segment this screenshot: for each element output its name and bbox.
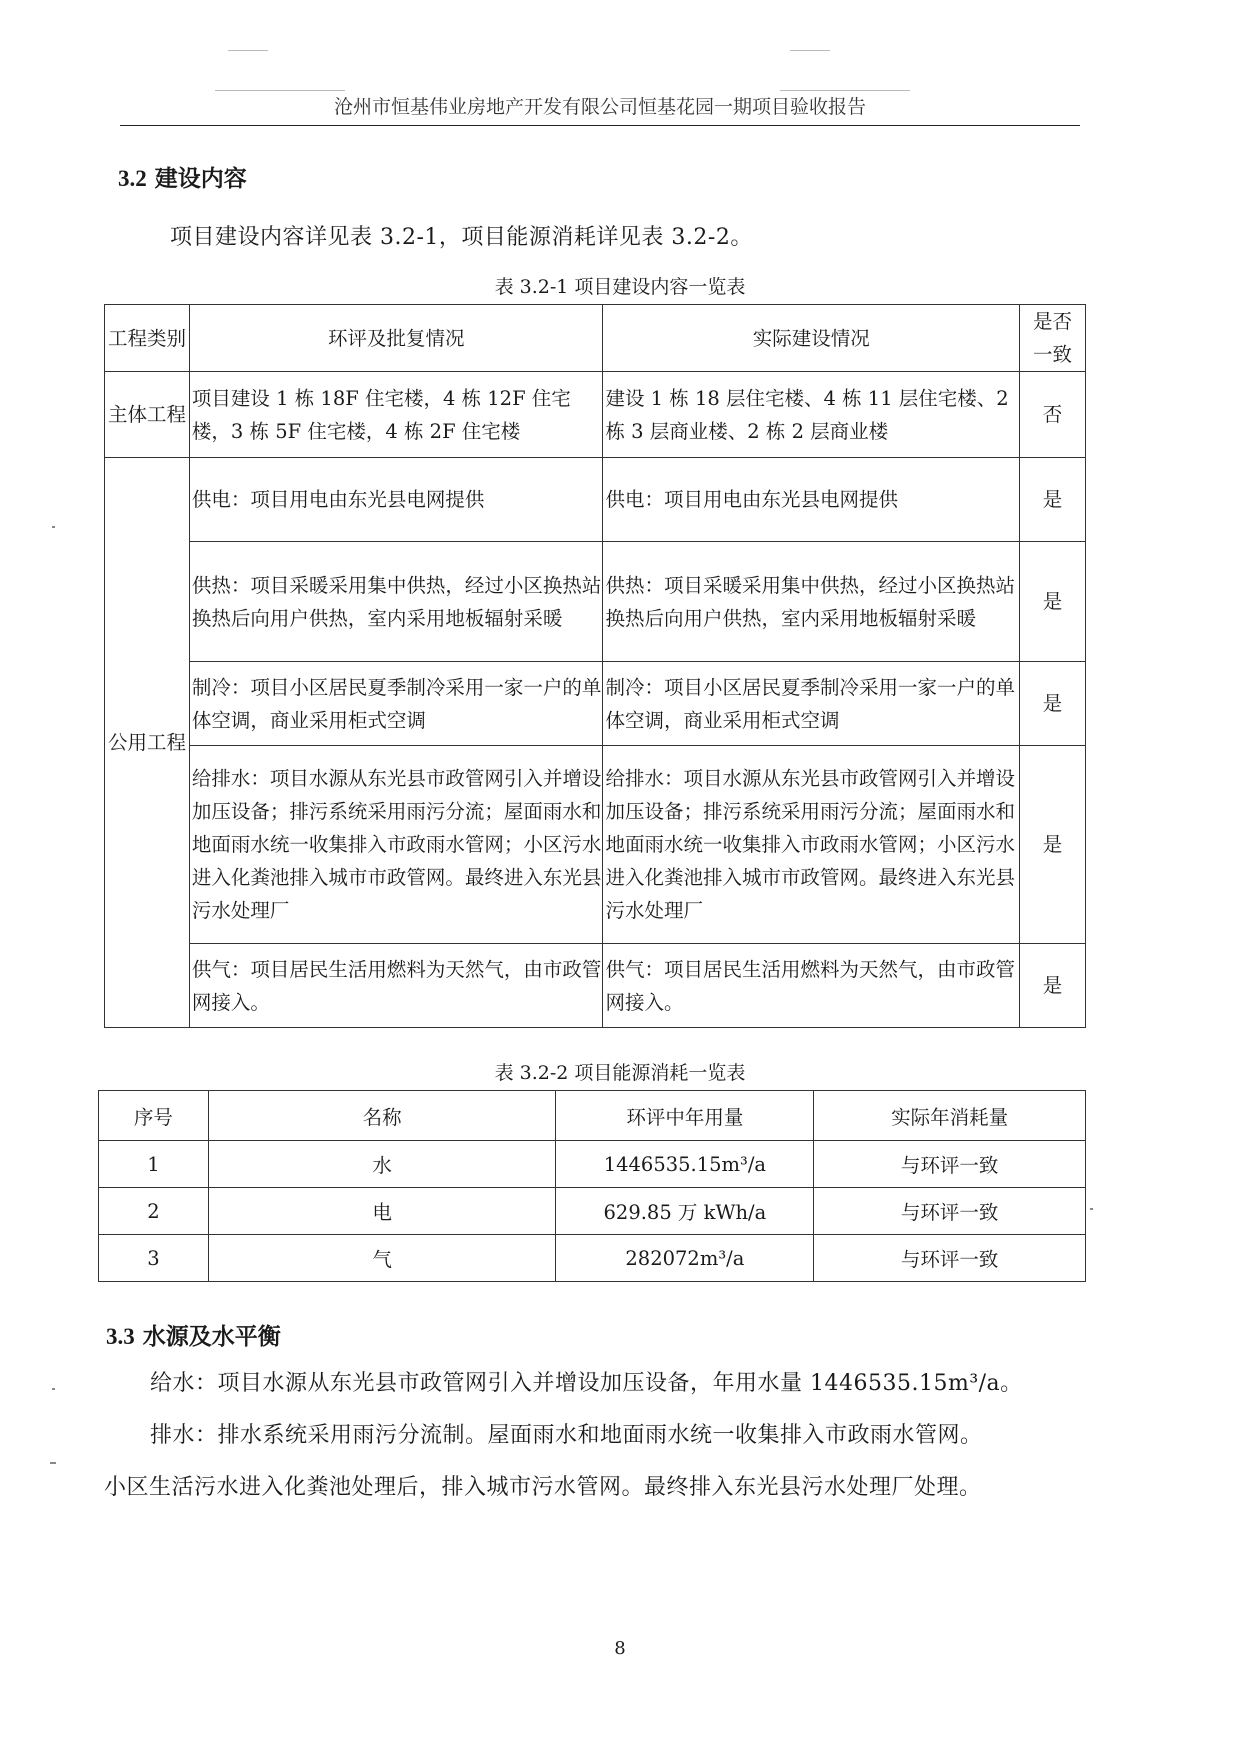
consistent-cell: 否 [1020,372,1086,458]
actual-cell: 供热：项目采暖采用集中供热，经过小区换热站换热后向用户供热，室内采用地板辐射采暖 [603,542,1020,662]
consistent-cell: 是 [1020,542,1086,662]
water-supply-paragraph: 给水：项目水源从东光县市政管网引入并增设加压设备，年用水量 1446535.15m³/a。 [150,1371,1023,1396]
approved-cell: 供气：项目居民生活用燃料为天然气，由市政管网接入。 [189,944,603,1028]
actual-cell: 建设 1 栋 18 层住宅楼、4 栋 11 层住宅楼、2 栋 3 层商业楼、2 栋 2 层商业楼 [603,372,1020,458]
header-actual: 实际年消耗量 [814,1091,1086,1141]
approved-cell: 供热：项目采暖采用集中供热，经过小区换热站换热后向用户供热，室内采用地板辐射采暖 [189,542,603,662]
no-cell: 1 [99,1141,209,1188]
approved-cell: 制冷：项目小区居民夏季制冷采用一家一户的单体空调，商业采用柜式空调 [189,662,603,746]
header-consistent: 是否一致 [1020,305,1086,372]
scan-mark [228,50,268,51]
construction-content-table [104,304,1086,1028]
no-cell: 3 [99,1235,209,1282]
table1-caption: 表 3.2-1 项目建设内容一览表 [494,276,746,298]
actual-cell: 制冷：项目小区居民夏季制冷采用一家一户的单体空调，商业采用柜式空调 [603,662,1020,746]
actual-cell: 与环评一致 [814,1188,1086,1235]
table-header-row [105,305,1086,372]
table-row [105,458,1086,542]
section-title: 建设内容 [154,165,247,192]
energy-consumption-table [98,1090,1086,1282]
approved-cell: 供电：项目用电由东光县电网提供 [189,458,603,542]
section-heading-3-2 [118,160,247,193]
table-header-row [99,1091,1086,1141]
page-header: 沧州市恒基伟业房地产开发有限公司恒基花园一期项目验收报告 [120,92,1080,126]
header-category: 工程类别 [105,305,190,372]
intro-paragraph: 项目建设内容详见表 3.2-1，项目能源消耗详见表 3.2-2。 [170,225,753,250]
actual-cell: 与环评一致 [814,1235,1086,1282]
approved-cell: 项目建设 1 栋 18F 住宅楼，4 栋 12F 住宅楼，3 栋 5F 住宅楼，4 栋 2F 住宅楼 [189,372,603,458]
actual-cell: 供电：项目用电由东光县电网提供 [603,458,1020,542]
actual-cell: 供气：项目居民生活用燃料为天然气，由市政管网接入。 [603,944,1020,1028]
approved-cell: 给排水：项目水源从东光县市政管网引入并增设加压设备；排污系统采用雨污分流；屋面雨水和地面雨水统一收集排入市政雨水管网；小区污水进入化粪池排入城市市政管网。最终进入东光县污水处理厂 [189,746,603,944]
drainage-paragraph-line2: 小区生活污水进入化粪池处理后，排入城市污水管网。最终排入东光县污水处理厂处理。 [104,1475,982,1500]
name-cell: 水 [208,1141,556,1188]
section-number: 3.2 [118,166,147,191]
name-cell: 电 [208,1188,556,1235]
scan-mark [790,50,830,51]
actual-cell: 与环评一致 [814,1141,1086,1188]
page-number: 8 [614,1638,626,1659]
section-number: 3.3 [106,1324,135,1349]
table-row [105,944,1086,1028]
section-heading-3-3 [106,1318,281,1351]
header-no: 序号 [99,1091,209,1141]
scan-speck [50,1462,56,1464]
no-cell: 2 [99,1188,209,1235]
consistent-cell: 是 [1020,944,1086,1028]
consistent-cell: 是 [1020,746,1086,944]
section-title: 水源及水平衡 [142,1323,281,1350]
table-row [105,372,1086,458]
category-cell: 主体工程 [105,372,190,458]
consistent-cell: 是 [1020,662,1086,746]
amount-cell: 1446535.15m³/a [556,1141,814,1188]
table-row [99,1235,1086,1282]
drainage-paragraph-line1: 排水：排水系统采用雨污分流制。屋面雨水和地面雨水统一收集排入市政雨水管网。 [150,1423,983,1448]
scan-speck [1090,1208,1093,1210]
table-row [99,1188,1086,1235]
scan-speck [52,1388,55,1390]
amount-cell: 282072m³/a [556,1235,814,1282]
header-approved: 环评及批复情况 [189,305,603,372]
header-amount: 环评中年用量 [556,1091,814,1141]
amount-cell: 629.85 万 kWh/a [556,1188,814,1235]
table-row [105,542,1086,662]
table-row [105,746,1086,944]
table2-caption: 表 3.2-2 项目能源消耗一览表 [494,1062,746,1084]
scan-mark [215,90,345,91]
header-name: 名称 [208,1091,556,1141]
scan-speck [52,526,55,528]
table-row [99,1141,1086,1188]
scan-mark [780,90,910,91]
consistent-cell: 是 [1020,458,1086,542]
name-cell: 气 [208,1235,556,1282]
category-cell: 公用工程 [105,458,190,1028]
actual-cell: 给排水：项目水源从东光县市政管网引入并增设加压设备；排污系统采用雨污分流；屋面雨水和地面雨水统一收集排入市政雨水管网；小区污水进入化粪池排入城市市政管网。最终进入东光县污水处理厂 [603,746,1020,944]
table-row [105,662,1086,746]
header-actual: 实际建设情况 [603,305,1020,372]
